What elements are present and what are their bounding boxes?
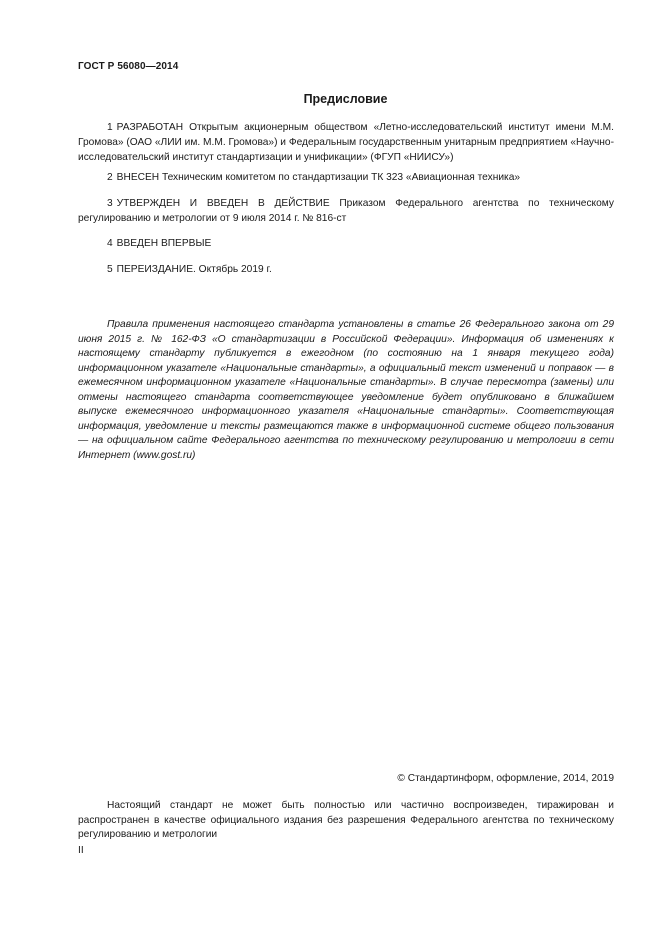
item-text: ПЕРЕИЗДАНИЕ. Октябрь 2019 г. [116,264,272,275]
item-number: 4 [107,238,113,249]
page-number: II [78,845,84,856]
foreword-item-4 [78,236,614,251]
item-text: ВНЕСЕН Техническим комитетом по стандартизации ТК 323 «Авиационная техника» [116,172,521,183]
foreword-item-3 [78,196,614,226]
foreword-item-2 [78,170,614,185]
copyright-line: © Стандартинформ, оформление, 2014, 2019 [397,773,614,784]
document-code-header: ГОСТ Р 56080—2014 [78,61,179,72]
item-text: ВВЕДЕН ВПЕРВЫЕ [116,238,212,249]
item-text: УТВЕРЖДЕН И ВВЕДЕН В ДЕЙСТВИЕ Приказом Федерального агентства по техническому регулированию и метрологии от 9 июля 2014 г. № 816-ст [78,198,614,224]
reproduction-disclaimer: Настоящий стандарт не может быть полностью или частично воспроизведен, тиражирован и распространен в качестве официального издания без разрешения Федерального агентства по техническому регулированию и метрологии [78,800,614,840]
standard-application-note: Правила применения настоящего стандарта установлены в статье 26 Федерального закона от 29 июня 2015 г. № 162-ФЗ «О стандартизации в Российской Федерации». Информация об изменениях к настоящему стандарту публикуется в ежегодном (по состоянию на 1 января текущего года) информационном указателе «Национальные стандарты», а официальный текст изменений и поправок — в ежемесячном информационном указателе «Национальные стандарты». В случае пересмотра (замены) или отмены настоящего стандарта соответствующее уведомление будет опубликовано в ближайшем выпуске ежемесячного информационного указателя «Национальные стандарты». Соответствующая информация, уведомление и тексты размещаются также в информационной системе общего пользования — на официальном сайте Федерального агентства по техническому регулированию и метрологии в сети Интернет (www.gost.ru) [78,319,614,461]
item-number: 3 [107,198,113,209]
page-title: Предисловие [303,92,388,106]
item-text: РАЗРАБОТАН Открытым акционерным обществом «Летно-исследовательский институт имени М.М. Громова» (ОАО «ЛИИ им. М.М. Громова») и Федеральным государственным унитарным предприятием «Научно-исследовательский институт стандартизации и унификации» (ФГУП «НИИСУ») [78,122,614,163]
item-number: 2 [107,172,113,183]
item-number: 1 [107,122,113,133]
foreword-item-1 [78,120,614,165]
foreword-item-5 [78,262,614,277]
item-number: 5 [107,264,113,275]
